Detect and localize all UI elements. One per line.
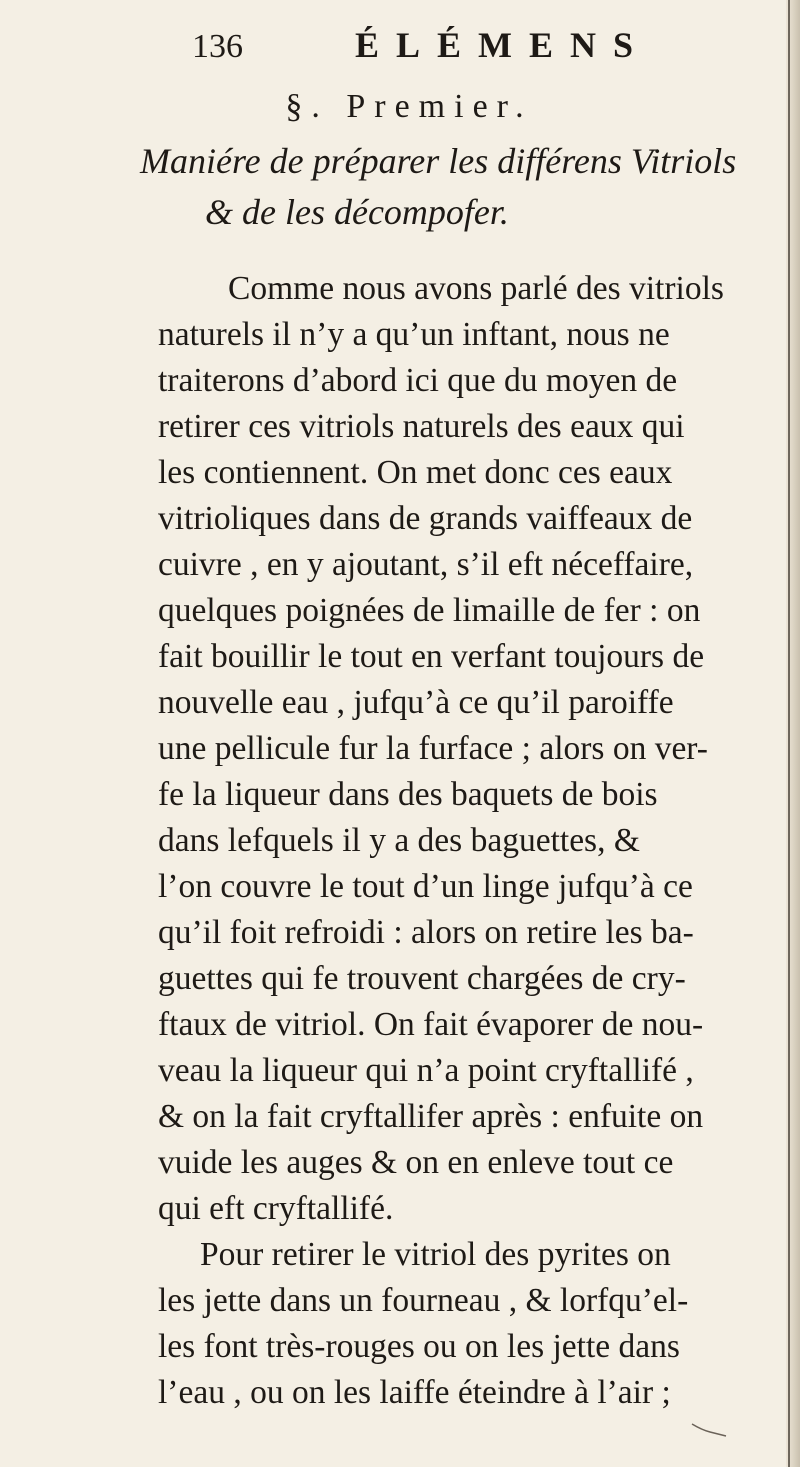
- text-line: les jette dans un fourneau , & lorfqu’el-: [158, 1282, 689, 1319]
- title-line: & de les décompofer.: [205, 192, 509, 232]
- body-text: [158, 266, 798, 1416]
- text-line: cuivre , en y ajoutant, s’il eft néceffaire,: [158, 546, 694, 583]
- text-line: l’on couvre le tout d’un linge jufqu’à ce: [158, 868, 693, 905]
- text-line: qui eft cryftallifé.: [158, 1190, 394, 1227]
- text-line: naturels il n’y a qu’un inftant, nous ne: [158, 316, 670, 353]
- text-line: Pour retirer le vitriol des pyrites on: [200, 1236, 671, 1273]
- text-line: vitrioliques dans de grands vaiffeaux de: [158, 500, 693, 537]
- section-heading: §. Premier.: [285, 88, 533, 125]
- text-line: fait bouillir le tout en verfant toujours de: [158, 638, 705, 675]
- ink-mark: [690, 1420, 730, 1440]
- text-line: quelques poignées de limaille de fer : on: [158, 592, 701, 629]
- page-number: 136: [192, 28, 243, 65]
- text-line: fe la liqueur dans des baquets de bois: [158, 776, 658, 813]
- text-line: Comme nous avons parlé des vitriols: [228, 270, 724, 307]
- text-line: veau la liqueur qui n’a point cryftallifé ,: [158, 1052, 694, 1089]
- text-line: dans lefquels il y a des baguettes, &: [158, 822, 640, 859]
- title-line: Maniére de préparer les différens Vitriols: [140, 141, 737, 181]
- text-line: qu’il foit refroidi : alors on retire les ba-: [158, 914, 694, 951]
- text-line: & on la fait cryftallifer après : enfuite on: [158, 1098, 704, 1135]
- text-line: vuide les auges & on en enleve tout ce: [158, 1144, 674, 1181]
- running-head: ÉLÉMENS: [355, 25, 651, 65]
- chapter-title: [140, 136, 780, 238]
- text-line: les contiennent. On met donc ces eaux: [158, 454, 673, 491]
- text-line: l’eau , ou on les laiffe éteindre à l’air ;: [158, 1374, 671, 1411]
- text-line: guettes qui fe trouvent chargées de cry-: [158, 960, 686, 997]
- text-line: traiterons d’abord ici que du moyen de: [158, 362, 678, 399]
- text-line: retirer ces vitriols naturels des eaux qui: [158, 408, 685, 445]
- page-header: [0, 22, 800, 72]
- text-line: une pellicule fur la furface ; alors on ver-: [158, 730, 708, 767]
- text-line: ftaux de vitriol. On fait évaporer de nou-: [158, 1006, 704, 1043]
- text-line: les font très-rouges ou on les jette dans: [158, 1328, 680, 1365]
- text-line: nouvelle eau , jufqu’à ce qu’il paroiffe: [158, 684, 674, 721]
